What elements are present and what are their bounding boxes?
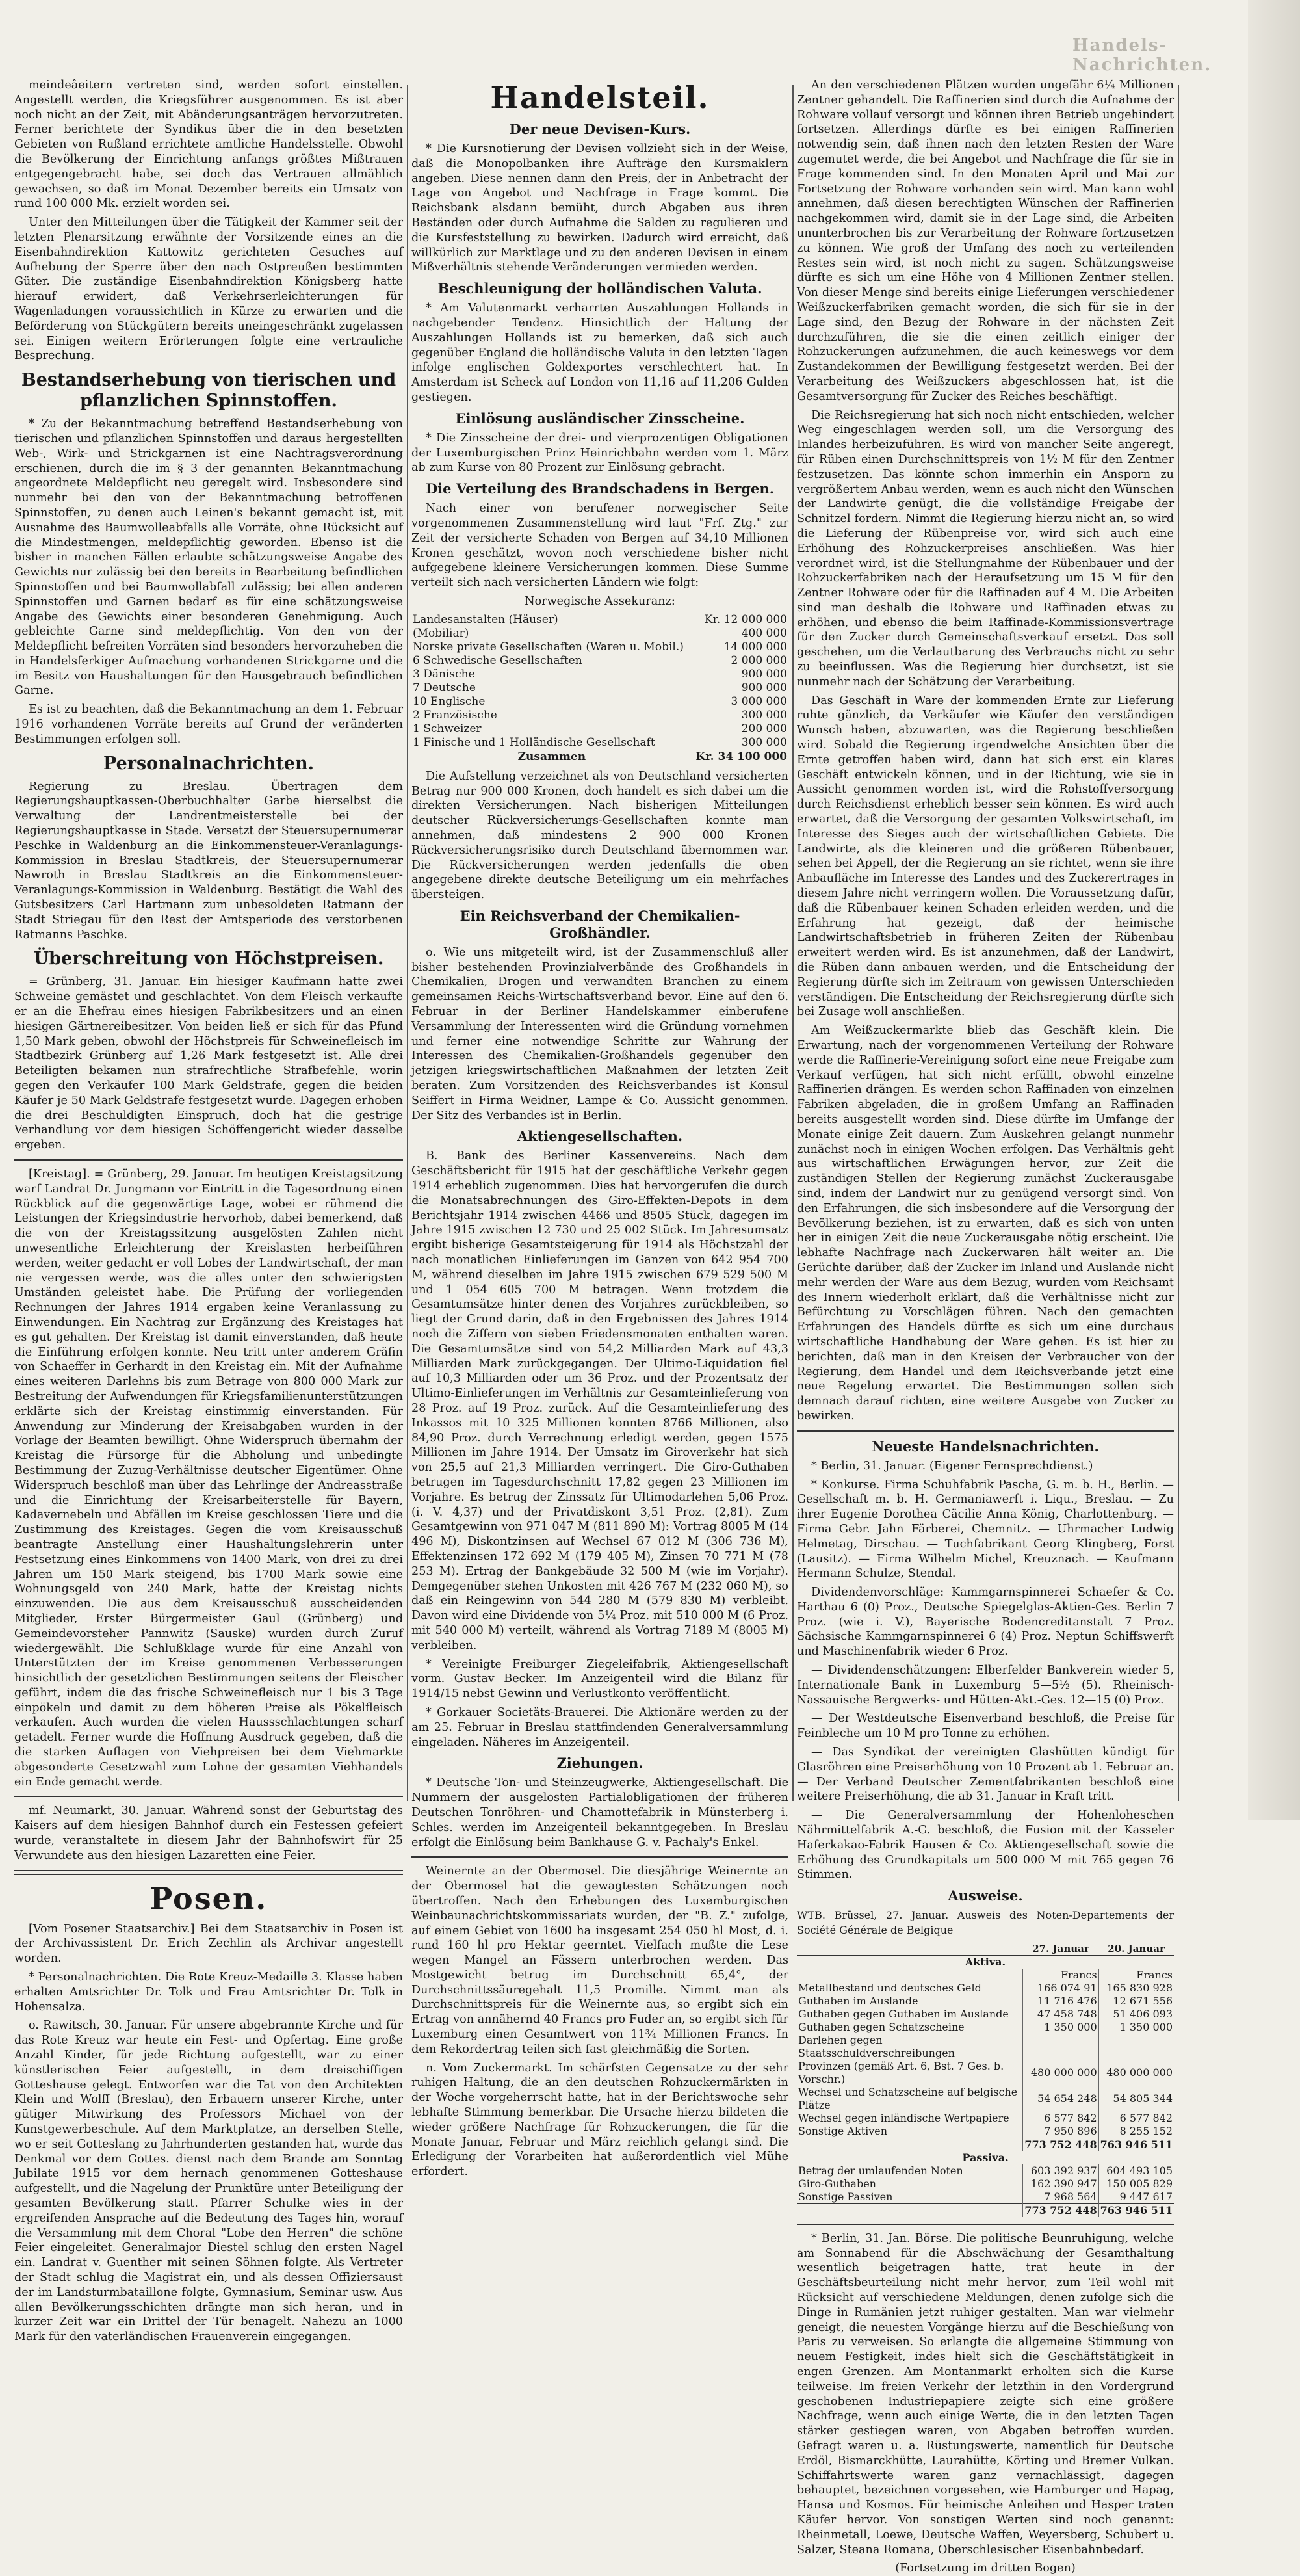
table-row — [411, 709, 788, 722]
paragraph: Unter den Mitteilungen über die Tätigkeit der Kammer seit der letzten Plenarsitzung erwähnte der Vorsitzende eines an die Eisenbahndirektion Kattowitz gerichteten Gesuches auf Aufhebung der Sperre über den nach Ostpreußen bestimmten Güter. Die zuständige Eisenbahndirektion Königsberg hatte hierauf erwidert, daß Verkehrserleichterungen für Wagenladungen voraussichtlich in Kürze zu erwarten und die Beförderung von Stückgütern bereits uneingeschränkt zugelassen sei. Einigen weitern Erörterungen folgte eine vertrauliche Besprechung. — [14, 216, 403, 363]
paragraph: [Kreistag]. = Grünberg, 29. Januar. Im heutigen Kreistagsitzung warf Landrat Dr. Jungmann vor Eintritt in die Tagesordnung einen Rückblick auf die gegenwärtige Lage, wobei er rühmend die Leistungen der Kriegsindustrie hervorhob, dabei bemerkend, daß die von der Kreistagssitzung ausgelösten Zahlen nicht unwesentliche Erleichterung der Kreislasten herbeiführen werden, weiter gedacht er voll Lobes der Landwirtschaft, der man nie vergessen werde, was die alles unter den schwierigsten Umständen geleistet habe. Die Prüfung der vorliegenden Rechnungen der Jahres 1914 ergaben keine Veranlassung zu Einwendungen. Ein Nachtrag zur Ergänzung des Kreistages hat es gut gehalten. Der Kreistag ist damit einverstanden, daß heute die Einführung erfolgen konnte. Neu tritt unter anderem Gräfin von Schaeffer in Gerhardt in den Kreistag ein. Mit der Aufnahme eines weiteren Darlehns bis zum Betrage von 800 000 Mark zur Bestreitung der Aufwendungen für Kriegsfamilienunterstützungen erklärte sich der Kreistag einstimmig einverstanden. Für Anwendung zur Minderung der Kreisabgaben wurden in der Vorlage der Beamten bewilligt. Ohne Widerspruch übernahm der Kreistag die Fürsorge für die Abholung und unbedingte Bestimmung der Zuzug-Verhältnisse deutscher Eigentümer. Ohne Widerspruch beschloß man über das Lehrlinge der Andreasstraße und die Einrichtung der Kreisarbeiterstelle für Bayern, Kadavernebeln und Abfällen im Kreise geschlossen Tiere und die Zustimmung des Kreistages. Gegen die vom Kreisausschuß beantragte Anstellung einer Haushaltungslehrerin unter Festsetzung eines Einkommens von 1400 Mark, von drei zu drei Jahren um 150 Mark steigend, bis 1700 Mark sowie eine Wohnungsgeld von 240 Mark, hatte der Kreistag nichts einzuwenden. Die aus dem Kreisausschuß ausscheidenden Mitglieder, Erster Bürgermeister Gaul (Grünberg) und Gemeindevorsteher Pannwitz (Sauske) wurden durch Zuruf wiedergewählt. Die Schlußklage wurde für eine Anzahl von Unterstützten der im Kreise genommenen Verbesserungen hinsichtlich der gesetzlichen Bestimmungen seitens der Fleischer geführt, indem die das frische Schweinefleisch nur 1 bis 3 Tage einpökeln und damit zu dem höheren Preise als Pökelfleisch verkaufen. Auch wurden die vielen Haussschlachtungen scharf getadelt. Ferner wurde die Hoffnung Ausdruck gegeben, daß die die starken Auflagen von Viehpreisen bei dem Viehmarkte abgesonderte Gesetzwahl zum Lohne der gesamten Viehhandels ein Ende gemacht werde. — [14, 1168, 403, 1789]
table-row — [797, 2086, 1174, 2112]
row-value: 9 447 617 — [1098, 2190, 1174, 2204]
paragraph: * Konkurse. Firma Schuhfabrik Pascha, G. m. b. H., Berlin. — Gesellschaft m. b. H. Germaniawerft i. Liqu., Breslau. — Zu ihrer Eugenie Dorothea Cäcilie Anna König, Charlottenburg. — Firma Gebr. Jahn Färberei, Chemnitz. — Uhrmacher Ludwig Helmetag, Dirschau. — Tuchfabrikant Georg Klingberg, Forst (Lausitz). — Firma Wilhelm Michel, Kreuznach. — Kaufmann Hermann Schulze, Stendal. — [797, 1478, 1174, 1581]
paragraph: * Zu der Bekanntmachung betreffend Bestandserhebung von tierischen und pflanzlichen Spinnstoffen und daraus hergestellten Web-, Wirk- und Strickgarnen ist eine Nachtragsverordnung erschienen, durch die im § 3 der genannten Bekanntmachung angeordnete Meldepflicht neu geregelt wird. Insbesondere sind nunmehr bei den von der Bekanntmachung betroffenen Spinnstoffen, zu denen auch Leinen's bekannt gemacht ist, mit Ausnahme des Baumwolleabfalls alle Vorräte, ohne Rücksicht auf die Mindestmengen, meldepflichtig geworden. Ebenso ist die bisher in manchen Fällen erlaubte schätzungsweise Angabe des Gewichts nur zulässig bei den bereits in Bearbeitung befindlichen Spinnstoffen und bei Baumwollabfall zulässig; bei allen anderen Spinnstoffen und Garnen bedarf es für eine schätzungsweise Angabe des Gewichts einer besonderen Genehmigung. Auch gebleichte Garne sind meldepflichtig. Von den von der Meldepflicht befreiten Vorräten sind besonders hervorzuheben die in Handelsferkiger Aufmachung vorhandenen Strickgarne und die im Besitz von Haushaltungen für den Hausgebrauch befindlichen Garne. — [14, 417, 403, 698]
column-rule — [792, 85, 794, 1801]
divider — [411, 1856, 788, 1858]
row-label: Guthaben im Auslande — [798, 1994, 918, 2007]
row-label: 2 Französische — [413, 708, 497, 722]
divider — [14, 1159, 403, 1161]
table-row — [797, 1995, 1174, 2008]
paragraph: [Vom Posener Staatsarchiv.] Bei dem Staatsarchiv in Posen ist der Archivassistent Dr. Erich Zechlin als Archivar angestellt worden. — [14, 1922, 403, 1965]
row-value: 7 950 896 — [1023, 2125, 1098, 2138]
paragraph: WTB. Brüssel, 27. Januar. Ausweis des Noten-Departements der Société Générale de Belgique — [797, 1909, 1174, 1937]
row-value: 12 671 556 — [1098, 1995, 1174, 2008]
paragraph: Regierung zu Breslau. Übertragen dem Regierungshauptkassen-Oberbuchhalter Garbe hierselbst die Verwaltung der Landrentmeisterstelle bei der Regierungshauptkasse in Stade. Versetzt der Steuersupernumerar Peschke in Waldenburg an die Einkommensteuer-Veranlagungs-Kommission in Breslau Stadtkreis, der Steuersupernumerar Nawroth in Breslau Stadtkreis an die Einkommensteuer-Veranlagungs-Kommission in Waldenburg. Bestätigt die Wahl des Gutsbesitzers Carl Hartmann zum unbesoldeten Ratmann der Stadt Striegau für den Rest der Amtsperiode des verstorbenen Ratmanns Paschke. — [14, 780, 403, 941]
row-value: 900 000 — [741, 667, 787, 681]
paragraph: * Die Kursnotierung der Devisen vollzieht sich in der Weise, daß die Monopolbanken ihre Aufträge den Kursmaklern angeben. Diese nennen dann den Preis, der in Anbetracht der Lage von Angebot und Nachfrage in Frage kommt. Die Reichsbank alsdann bemüht, durch Abgaben aus ihren Beständen oder durch Aufnahme die Salden zu regulieren und die Kursfeststellung zu bewirken. Dadurch wird erreicht, daß willkürlich zur Marktlage und zu den anderen Devisen in einem Mißverhältnis stehende Veränderungen vermieden werden. — [411, 142, 788, 274]
table-sum-row — [797, 2138, 1174, 2151]
paragraph: * Personalnachrichten. Die Rote Kreuz-Medaille 3. Klasse haben erhalten Amtsrichter Dr. Tolk und Frau Amtsrichter Dr. Tolk in Hohensalza. — [14, 1971, 403, 2014]
row-value: 54 805 344 — [1098, 2086, 1174, 2112]
row-label: 1 Schweizer — [413, 722, 482, 735]
sum-value: Kr. 34 100 000 — [692, 750, 788, 764]
headline-neueste-handelsnachrichten: Neueste Handelsnachrichten. — [872, 1438, 1099, 1454]
table-row — [797, 1982, 1174, 1995]
headline-brandschaden-bergen: Die Verteilung des Brandschadens in Bergen. — [425, 480, 775, 497]
headline-aktiengesellschaften: Aktiengesellschaften. — [517, 1128, 683, 1145]
table-row — [411, 695, 788, 709]
row-label: Norske private Gesellschaften (Waren u. Mobil.) — [413, 640, 684, 653]
unit-row — [797, 1969, 1174, 1982]
ausweis-table — [797, 1942, 1174, 2217]
paragraph: — Die Generalversammlung der Hohenloheschen Nährmittelfabrik A.-G. beschloß, die Fusion mit der Kasseler Haferkakao-Fabrik Hausen & Co. Aktiengesellschaft sowie die Erhöhung des Grundkapitals um 500 000 M mit 765 gegen 76 Stimmen. — [797, 1809, 1174, 1882]
row-label: Wechsel und Schatzscheine auf belgische Plätze — [798, 2085, 1018, 2111]
row-value: 11 716 476 — [1023, 1995, 1098, 2008]
row-value: 165 830 928 — [1098, 1982, 1174, 1995]
section-label: Aktiva. — [965, 1955, 1006, 1968]
sum-label: Zusammen — [411, 750, 692, 764]
paragraph: * Die Zinsscheine der drei- und vierprozentigen Obligationen der Luxemburgischen Prinz Heinrichbahn werden vom 1. März ab zum Kurse von 80 Prozent zur Einlösung gebracht. — [411, 431, 788, 475]
row-value: 603 392 937 — [1023, 2164, 1098, 2177]
section-title-handelsteil: Handelsteil. — [490, 80, 710, 115]
row-label: Sonstige Aktiven — [798, 2124, 888, 2137]
faded-header-text: Handels-Nachrichten. — [1072, 36, 1212, 75]
row-label: 1 Finische und 1 Holländische Gesellschaft — [413, 735, 655, 749]
table-sum-row — [411, 750, 788, 764]
headline-personalnachrichten: Personalnachrichten. — [103, 753, 314, 774]
table-row — [797, 2060, 1174, 2086]
paragraph: Am Weißzuckermarkte blieb das Geschäft klein. Die Erwartung, nach der vorgenommenen Verteilung der Rohware werde die Raffinerie-Vereinigung sofort eine neue Freigabe zum Verkauf verfügen, hat sich nicht erfüllt, obwohl einzelne Raffinerien drängen. Es werden schon Raffinaden von einzelnen Fabriken abgeladen, die in großem Umfang an Raffinaden bereits ausgestellt worden sind. Diese dürfte im Umfange der Monate einige Zeit dauern. Zum Auskehren gelangt nunmehr zunächst noch in einigen Wochen erfolgen. Das Verhältnis geht aus wirtschaftlichen Erwägungen hervor, zur Zeit die zuständigen Stellen der Regierung zunächst Zuckerausgabe sind, indem der Landwirt nur zu genügend versorgt sind. Von den Erfahrungen, die sich insbesondere auf die Versorgung der Bevölkerung beziehen, ist zu erwarten, daß es sich von unten her in einigen Zeit die neue Zuckerausgabe nötig erscheint. Die lebhafte Nachfrage nach Zuckerwaren hält weiter an. Die Gerüchte darüber, daß der Zucker im Inland und Auslande nicht mehr werden der Ware aus dem Bezug, wurden vom Reichsamt des Innern wiederholt erklärt, daß die Verhältnisse nicht zur Befürchtung zu Vorschlägen führen. Nach den gemachten Erfahrungen des Handels dürfte es sich um eine durchaus wirtschaftliche Handhabung der Ware gehen. Es ist hier zu berichten, daß man in den Kreisen der Verbraucher von der Regierung, dem Handel und dem Reichsverbande jetzt eine neue Regelung erwartet. Die Bestimmungen sollen sich demnach darauf richten, eine weitere Ausgabe von Zucker zu bewirken. — [797, 1024, 1174, 1423]
unit-label: Francs — [1098, 1969, 1174, 1982]
headline-hollaendische-valuta: Beschleunigung der holländischen Valuta. — [437, 280, 762, 297]
row-value: 400 000 — [741, 626, 787, 640]
row-value: 300 000 — [741, 708, 787, 722]
column-rule — [1178, 85, 1179, 1801]
table-row — [797, 2164, 1174, 2177]
paragraph: * Deutsche Ton- und Steinzeugwerke, Aktiengesellschaft. Die Nummern der ausgelosten Partialobligationen der früheren Deutschen Tonröhren- und Chamottefabrik in Münsterberg i. Schles. werden im Anzeigenteil bekanntgegeben. In Breslau erfolgt die Einlösung beim Bankhause G. v. Pachaly's Enkel. — [411, 1776, 788, 1849]
headline-bestandserhebung: Bestandserhebung von tierischen und pflanzlichen Spinnstoffen. — [21, 370, 396, 412]
paragraph: = Grünberg, 31. Januar. Ein hiesiger Kaufmann hatte zwei Schweine gemästet und geschlachtet. Von dem Fleisch verkaufte er an die Ehefrau eines hiesigen Fabrikbesitzers und an einen hiesigen Gärtnereibesitzer. Von beiden ließ er sich für das Pfund 1,50 Mark geben, obwohl der Höchstpreis für Schweinefleisch im Stadtbezirk Grünberg auf 1,26 Mark festgesetzt ist. Alle drei Beteiligten bekamen nun strafrechtliche Strafbefehle, worin gegen den Verkäufer 100 Mark Geldstrafe, gegen die beiden Käufer je 50 Mark Geldstrafe festgesetzt wurde. Dagegen erhoben die drei Beschuldigten Einspruch, doch hat die gestrige Verhandlung vor dem hiesigen Schöffengericht wieder dasselbe ergeben. — [14, 975, 403, 1152]
paragraph: Nach einer von berufener norwegischer Seite vorgenommenen Zusammenstellung wird laut "Frf. Ztg." zur Zeit der versicherte Schaden von Bergen auf 34,10 Millionen Kronen geschätzt, wovon noch verschiedene bisher nicht aufgegebene kleinere Versicherungen kommen. Diese Summe verteilt sich nach versicherten Ländern wie folgt: — [411, 502, 788, 590]
unit-label: Francs — [1023, 1969, 1098, 1982]
paragraph: — Der Westdeutsche Eisenverband beschloß, die Preise für Feinbleche um 10 M pro Tonne zu erhöhen. — [797, 1712, 1174, 1741]
headline-ziehungen: Ziehungen. — [556, 1755, 644, 1772]
row-label: Guthaben gegen Guthaben im Auslande — [798, 2007, 1009, 2020]
ausweis-col-date-2: 20. Januar — [1098, 1942, 1174, 1956]
table-row — [411, 722, 788, 736]
section-title-posen: Posen. — [150, 1880, 268, 1916]
table-row — [411, 654, 788, 668]
row-value — [1098, 2034, 1174, 2060]
column-rule — [407, 85, 408, 1801]
row-label: (Mobiliar) — [413, 626, 469, 640]
row-value — [1023, 2034, 1098, 2060]
table-row — [411, 681, 788, 695]
sum-value: 763 946 511 — [1098, 2203, 1174, 2217]
headline-zinsscheine: Einlösung ausländischer Zinsscheine. — [455, 410, 745, 427]
paragraph: * Gorkauer Societäts-Brauerei. Die Aktionäre werden zu der am 25. Februar in Breslau stattfindenden Generalversammlung eingeladen. Näheres im Anzeigenteil. — [411, 1705, 788, 1749]
column-2 — [411, 78, 788, 2179]
sum-value: 763 946 511 — [1098, 2138, 1174, 2151]
row-label: Betrag der umlaufenden Noten — [798, 2164, 963, 2177]
paragraph: meindeâeitern vertreten sind, werden sofort einstellen. Angestellt werden, die Kriegsführer ausgenommen. Es ist aber noch nicht an der Zeit, mit Abänderungsanträgen hervorzutreten. Ferner berichtete der Syndikus über die in den besetzten Gebieten von Rußland errichtete amtliche Handelsstelle. Obwohl die Bevölkerung der Einrichtung anfangs größtes Mißtrauen entgegengebracht habe, sei doch das Vertrauen allmählich gewachsen, so daß im Monat Dezember bereits ein Umsatz von rund 100 000 Mk. erzielt worden sei. — [14, 79, 403, 211]
divider — [797, 1430, 1174, 1432]
row-value: 6 577 842 — [1023, 2112, 1098, 2125]
double-divider — [14, 1870, 403, 1875]
table-title: Norwegische Assekuranz: — [525, 594, 675, 608]
row-label: 7 Deutsche — [413, 681, 476, 694]
headline-devisen: Der neue Devisen-Kurs. — [509, 121, 691, 137]
paragraph: Es ist zu beachten, daß die Bekanntmachung an dem 1. Februar 1916 vorhandenen Vorräte bereits auf Grund der veränderten Bestimmungen erfolgen soll. — [14, 703, 403, 746]
row-value: 1 350 000 — [1023, 2021, 1098, 2034]
table-row — [797, 2034, 1174, 2060]
table-row — [411, 627, 788, 640]
table-row — [797, 2112, 1174, 2125]
table-row — [411, 736, 788, 750]
headline-chemikalien: Ein Reichsverband der Chemikalien-Großhändler. — [460, 907, 740, 941]
row-label: Wechsel gegen inländische Wertpapiere — [798, 2111, 1009, 2124]
row-value: 900 000 — [741, 681, 787, 694]
paragraph: Weinernte an der Obermosel. Die diesjährige Weinernte an der Obermosel hat die gewagtesten Schätzungen noch übertroffen. Nach den Erhebungen des Luxemburgischen Weinbaunachrichtskommissariats wurden, der "B. Z." zufolge, auf einem Gebiet von 1600 ha insgesamt 254 050 hl Most, d. i. rund 160 hl pro Hektar geerntet. Vielfach mußte die Lese wegen Mangel an Fässern unterbrochen werden. Das Mostgewicht betrug im Durchschnitt 65,4°, der Durchschnittssäuregehalt 11,5 Promille. Nimmt man als Durchschnittspreis für die Weinernte aus, so ergibt sich ein Ertrag von annähernd 40 Francs pro Fuder an, so ergibt sich für Luxemburg einen Gesamtwert von 11¾ Millionen Francs. In dem Rekordertrag teilen sich fast gleichmäßig die Sorten. — [411, 1865, 788, 2056]
row-value: 300 000 — [741, 735, 787, 749]
paragraph: o. Wie uns mitgeteilt wird, ist der Zusammenschluß aller bisher bestehenden Provinzialverbände des Großhandels in Chemikalien, Drogen und verwandten Branchen zu einem gemeinsamen Reichs-Wirtschaftsverband bevor. Eine auf den 6. Februar in der Berliner Handelskammer einberufene Versammlung der Interessenten wird die Gründung vornehmen und ferner eine notwendige Schritte zur Wahrung der Interessen des Chemikalien-Großhandels gegenüber den jetzigen kriegswirtschaftlichen Maßnahmen der letzten Zeit beraten. Zum Vorsitzenden des Reichsverbandes ist Konsul Seiffert in Firma Weidner, Lampe & Co. Aussicht genommen. Der Sitz des Verbandes ist in Berlin. — [411, 945, 788, 1122]
insurance-table — [411, 613, 788, 764]
row-label: Darlehen gegen Staatsschuldverschreibungen — [798, 2033, 955, 2059]
row-label: Sonstige Passiven — [798, 2190, 893, 2203]
row-value: 6 577 842 — [1098, 2112, 1174, 2125]
paragraph: mf. Neumarkt, 30. Januar. Während sonst der Geburtstag des Kaisers auf dem hiesigen Bahnhof durch ein Festessen gefeiert wurde, veranstaltete in diesem Jahr der Bahnhofswirt für 25 Verwundete aus den hiesigen Lazaretten eine Feier. — [14, 1804, 403, 1862]
row-value: 7 968 564 — [1023, 2190, 1098, 2204]
column-3 — [797, 78, 1174, 2575]
row-label: Landesanstalten (Häuser) — [413, 612, 558, 626]
page-edge-shadow — [1248, 0, 1300, 1820]
row-value: 47 458 748 — [1023, 2008, 1098, 2021]
row-label: Metallbestand und deutsches Geld — [798, 1981, 982, 1994]
row-value: 162 390 947 — [1023, 2177, 1098, 2190]
table-sum-row — [797, 2203, 1174, 2217]
paragraph: * Am Valutenmarkt verharrten Auszahlungen Hollands in nachgebender Tendenz. Hinsichtlich der Haltung der Auszahlungen Hollands ist zu bemerken, daß sich auch gegenüber England die holländische Valuta in den letzten Tagen infolge englischen Goldexportes verschlechtert hat. In Amsterdam ist Scheck auf London von 11,16 auf 11,206 Gulden gestiegen. — [411, 302, 788, 404]
paragraph: Dividendenvorschläge: Kammgarnspinnerei Schaefer & Co. Harthau 6 (0) Proz., Deutsche Spiegelglas-Aktien-Ges. Berlin 7 Proz. (wie i. V.), Bayerische Bodencreditanstalt 7 Proz. Sächsische Kammgarnspinnerei 6 (4) Proz. Neptun Schiffswerft und Maschinenfabrik wieder 6 Proz. — [797, 1586, 1174, 1659]
table-row — [411, 613, 788, 627]
paragraph: o. Rawitsch, 30. Januar. Für unsere abgebrannte Kirche und für das Rote Kreuz war heute ein Fest- und Opfertag. Eine große Anzahl Kinder, für jede Richtung aufgestellt, war zu einer künstlerischen Feier aufgestellt, in dem dreischiffigen Gotteshause gelegt. Entworfen war die Tat von den Architekten Klein und Wolff (Breslau), den Erbauern unserer Kirche, unter gütiger Mitwirkung des Professors Michael von der Kunstgewerbeschule. Auf dem Marktplatze, an derselben Stelle, wo er seit Gotteslang zu Jahrhunderten gestanden hat, wurde das Denkmal vor dem Gottes. dienst nach dem Brande am Sonntag Jubilate 1915 vor dem hernach genommenen Gotteshause aufgestellt, und die Nagelung der Prunktüre unter Beteiligung der gesamten Bevölkerung statt. Pfarrer Schulke wies in der ergreifenden Ansprache auf die Bedeutung des Tages hin, worauf die Versammlung mit dem Choral "Lobe den Herren" die schöne Feier eingeleitet. Generalmajor Diestel schlug den ersten Nagel ein. Landrat v. Guenther mit seinen Söhnen folgte. Als Vertreter der Stadt schlug die Magistrat ein, und als dessen Offiziersaust der im Landsturmbataillone folgte, Gymnasium, Seminar usw. Aus allen Bevölkerungsschichten drängte man sich heran, und in kurzer Zeit war ein Drittel der Tür benagelt. Nahezu an 1000 Mark für den vaterländischen Frauenverein eingegangen. — [14, 2019, 403, 2344]
table-row — [411, 668, 788, 681]
empty-cell — [797, 1969, 1023, 1982]
section-row — [797, 1955, 1174, 1969]
row-value: 480 000 000 — [1023, 2060, 1098, 2086]
table-row — [411, 640, 788, 654]
ausweis-col-label — [797, 1942, 1023, 1956]
row-value: 480 000 000 — [1098, 2060, 1174, 2086]
table-row — [797, 2021, 1174, 2034]
row-label: 10 Englische — [413, 694, 486, 708]
row-value: 166 074 91 — [1023, 1982, 1098, 1995]
row-value: 3 000 000 — [731, 694, 787, 708]
paragraph: * Berlin, 31. Januar. (Eigener Fernsprechdienst.) — [811, 1459, 1093, 1473]
ausweis-col-date-1: 27. Januar — [1023, 1942, 1098, 1956]
table-row — [797, 2008, 1174, 2021]
paragraph: Die Aufstellung verzeichnet als von Deutschland versicherten Betrag nur 900 000 Kronen, doch handelt es sich dabei um die direkten Versicherungen. Nach bisherigen Mitteilungen deutscher Rückversicherungs-Gesellschaften konnte man annehmen, daß mindestens 2 900 000 Kronen Rückversicherungsrisiko durch Deutschland übernommen war. Die Rückversicherungen werden jedenfalls die oben angegebene direkte deutsche Beteiligung um ein mehrfaches übersteigen. — [411, 769, 788, 902]
row-value: 14 000 000 — [723, 640, 787, 653]
row-value: 8 255 152 — [1098, 2125, 1174, 2138]
sum-value: 773 752 448 — [1023, 2138, 1098, 2151]
row-value: 1 350 000 — [1098, 2021, 1174, 2034]
paragraph: Die Reichsregierung hat sich noch nicht entschieden, welcher Weg eingeschlagen werden soll, um die Versorgung des Inlandes herbeizuführen. Es wird von mancher Seite angeregt, für Rüben einen Durchschnittspreis von 1½ M für den Zentner festzusetzen. Das könnte schon immerhin ein Ansporn zu vergrößertem Anbau werden, wenn es auch nicht den Wünschen der Landwirte genügt, die die vollständige Freigabe der Schnitzel fordern. Nimmt die Regierung hierzu nicht an, so wird die Lieferung der Rübenpreise vor, wird sich auch eine Erhöhung des Rohzuckerpreises anschließen. Was hier verordnet wird, ist die Stellungnahme der Rübenbauer und der Rohzuckerfabriken nach der Heraufsetzung um 15 M für den Zentner Rohware oder für die Raffinaden auf 4 M. Die Arbeiten sind man deshalb die Rohware und Raffinaden etwas zu erhöhen, und ebenso die beim Raffinade-Kommissionsvertrage für den Zucker durch Gemeinschaftsverkauf ersetzt. Das soll geschehen, um die Verlautbarung des Verbrauchs nicht zu sehr zu beeinflussen. Was die Regierung hier durchsetzt, ist sie nunmehr nach der Schätzung der Verarbeitung. — [797, 408, 1174, 689]
empty-cell — [797, 2138, 1023, 2151]
divider — [14, 1796, 403, 1797]
row-value: 2 000 000 — [731, 653, 787, 667]
row-label: Provinzen (gemäß Art. 6, Bst. 7 Ges. b. Vorschr.) — [798, 2059, 1004, 2085]
row-label: Giro-Guthaben — [798, 2177, 876, 2190]
headline-ausweise: Ausweise. — [948, 1887, 1023, 1904]
headline-hoechstpreise: Überschreitung von Höchstpreisen. — [33, 949, 384, 969]
row-value: 200 000 — [741, 722, 787, 735]
paragraph: — Das Syndikat der vereinigten Glashütten kündigt für Glasröhren eine Preiserhöhung von 10 Prozent ab 1. Februar an. — Der Verband Deutscher Zementfabrikanten beschloß eine weitere Preiserhöhung, die ab 31. Januar in Kraft tritt. — [797, 1746, 1174, 1804]
row-label: 3 Dänische — [413, 667, 475, 681]
paragraph: * Vereinigte Freiburger Ziegeleifabrik, Aktiengesellschaft vorm. Gustav Becker. Im Anzeigenteil wird die Bilanz für 1914/15 nebst Gewinn und Verlustkonto veröffentlicht. — [411, 1657, 788, 1701]
divider — [797, 2224, 1174, 2225]
column-1 — [14, 78, 403, 2344]
row-value: 54 654 248 — [1023, 2086, 1098, 2112]
table-row — [797, 2177, 1174, 2190]
paragraph: B. Bank des Berliner Kassenvereins. Nach dem Geschäftsbericht für 1915 hat der geschäftliche Verkehr gegen 1914 erheblich zugenommen. Dies hat hervorgerufen die durch die Monatsabrechnungen des Giro-Effekten-Depots in dem Berichtsjahr 1914 zwischen 4466 und 8505 Stück, dagegen im Jahre 1915 zwischen 12 730 und 25 002 Stück. Im Jahresumsatz ergibt bisherige Gesamtsteigerung für 1914 als Höchstzahl der nach monatlichen Einlieferungen im Ganzen von 642 954 700 M, während dieselben im Jahre 1915 zwischen 679 529 500 M und 1 054 605 700 M betragen. Wenn trotzdem die Gesamtumsätze hinter denen des Vorjahres zurückbleiben, so liegt der Grund darin, daß in den Ergebnissen des Jahres 1914 noch die Ziffern von sieben Friedensmonaten enthalten waren. Die Gesamtumsätze sind von 54,2 Milliarden Mark auf 43,3 Milliarden Mark zurückgegangen. Der Ultimo-Liquidation fiel auf 10,3 Milliarden oder um 36 Proz. und der Prozentsatz der Ultimo-Einlieferungen im Verhältnis zur Gesamteinlieferung von 28 Proz. auf 19 Proz. zurück. Auf die Gesamteinlieferung des Inkassos mit 10 325 Millionen konnten 8766 Millionen, also 84,90 Proz. durch Verrechnung erledigt werden, gegen 1575 Millionen im Jahre 1914. Der Umsatz im Giroverkehr hat sich von 25,5 auf 21,3 Milliarden verringert. Die Giro-Guthaben betrugen im Tagesdurchschnitt 17,82 gegen 23 Millionen im Vorjahre. Es betrug der Zinssatz für Ultimodarlehen 5,06 Proz. (i. V. 4,37) und der Privatdiskont 3,51 Proz. (2,81). Zum Gesamtgewinn von 971 047 M (811 890 M): Vortrag 8005 M (14 496 M), Diskontzinsen auf Wechsel 67 012 M (306 736 M), Effektenzinsen 172 692 M (179 405 M), Zinsen 70 771 M (78 253 M). Ertrag der Bankgebäude 32 500 M (wie im Vorjahr). Demgegenüber stehen Unkosten mit 426 767 M (232 060 M), so daß ein Reingewinn von 544 280 M (579 830 M) verbleibt. Davon wird eine Dividende von 5¼ Proz. mit 510 000 M (6 Proz. mit 540 000 M) verteilt, während als Vortrag 7189 M (8005 M) verbleiben. — [411, 1150, 788, 1652]
row-value: 150 005 829 — [1098, 2177, 1174, 2190]
section-row — [797, 2151, 1174, 2164]
row-value: 51 406 093 — [1098, 2008, 1174, 2021]
row-value: Kr. 12 000 000 — [704, 612, 787, 626]
sum-value: 773 752 448 — [1023, 2203, 1098, 2217]
paragraph: Das Geschäft in Ware der kommenden Ernte zur Lieferung ruhte gänzlich, da Verkäufer wie Käufer den verständigen Wunsch haben, abzuwarten, was die Regierung beschließen wird. Sobald die Regierung irgendwelche Ansichten über die Ernte getroffen haben wird, dann hat sich erst ein klares Geschäft entwickeln können, und in der Richtung, wie sie in Aussicht genommen worden ist, wird die Rohstoffversorgung durch Reichsdienst erheblich besser sein können. Es wird auch erwartet, daß die Versorgung der gesamten Volkswirtschaft, im Interesse des Sieges auch der wirtschaftlichen Gebiete. Die Landwirte, als die kleineren und die größeren Rübenbauer, sehen bei Appell, der die Regierung an sie richtet, wenn sie ihre Anbaufläche im Interesse des Landes und des Zuckerertrages in diesem Jahre nicht verringern wollen. Die Voraussetzung dafür, daß die Rübenbauer keinen Schaden erleiden werden, und die Erfahrung hat gezeigt, daß der heimische Landwirtschaftsbetrieb in früheren Zeiten der Rübenbau erweitert werden wird. Es ist anzunehmen, daß der Landwirt, die Rüben dann anbauen werden, und die Entscheidung der Regierung dürfte sich im Zeitraum von gewissen Unterschieden verständigen. Die Entscheidung der Reichsregierung dürfte sich bei Zusage woll anschließen. — [797, 694, 1174, 1019]
section-label: Passiva. — [962, 2151, 1009, 2164]
empty-cell — [797, 2203, 1023, 2217]
paragraph: An den verschiedenen Plätzen wurden ungefähr 6¼ Millionen Zentner gehandelt. Die Raffinerien sind durch die Aufnahme der Rohware vollauf versorgt und können ihren Betrieb ungehindert fortsetzen. Allerdings dürfte es bei einigen Raffinerien notwendig sein, daß ihnen nach den letzten Resten der Ware zugemutet werde, die bei Angebot und Nachfrage die für sie in Frage kommenden sind. In den Monaten April und Mai zur Fortsetzung der Rohware vorhanden sein wird. Man kann wohl annehmen, daß diesen berechtigten Wünschen der Raffinerien nachgekommen wird, damit sie in der Lage sind, die Arbeiten ununterbrochen bis zur Verarbeitung der Rohware fortzusetzen zu können. Wie groß der Umfang des noch zu verteilenden Restes sein wird, ist noch nicht zu sagen. Schätzungsweise dürfte es sich um eine Höhe von 4 Millionen Zentner stellen. Von dieser Menge sind bereits einige Lieferungen verschiedener Weißzuckerfabriken gemacht worden, die sich für sie in der Lage sind, den Bezug der Rohware in der nächsten Zeit durchzuführen, die sie die einen zeitlich einiger der Rohzuckerungen aufzunehmen, die auch keineswegs vor dem Zustandekommen der Bewilligung festgesetzt werden. Bei der Verarbeitung des Weißzuckers abgeschlossen hat, ist die Gesamtversorgung für Zucker des Reiches beschäftigt. — [797, 79, 1174, 403]
row-label: 6 Schwedische Gesellschaften — [413, 653, 582, 667]
continuation-note: (Fortsetzung im dritten Bogen) — [895, 2562, 1076, 2575]
paragraph: — Dividendenschätzungen: Elberfelder Bankverein wieder 5, Internationale Bank in Luxemburg 5—5½ (5). Rheinisch-Nassauische Bergwerks- und Hütten-Akt.-Ges. 12—15 (0) Proz. — [797, 1664, 1174, 1707]
row-value: 604 493 105 — [1098, 2164, 1174, 2177]
row-label: Guthaben gegen Schatzscheine — [798, 2020, 965, 2033]
paragraph: * Berlin, 31. Jan. Börse. Die politische Beunruhigung, welche am Sonnabend für die Abschwächung der Gesamthaltung wesentlich beigetragen hatte, trat heute in der Geschäftsbeurteilung nicht mehr hervor, zum Teil wohl mit Rücksicht auf verschiedene Meldungen, denen zufolge sich die Dinge in Rumänien jetzt ruhiger gestalten. Man war vielmehr geneigt, die neuesten Vorgänge hierzu auf die Beschießung von Paris zu verweisen. So erlangte die allgemeine Stimmung von neuem Festigkeit, indes hielt sich die Geschäftstätigkeit in engen Grenzen. Am Montanmarkt erholten sich die Kurse teilweise. Im freien Verkehr der letzthin in den Vordergrund geschobenen Industriepapiere zeigte sich eine größere Nachfrage, wenn auch einige Werte, die in den letzten Tagen stärker gestiegen waren, von Abgaben betroffen wurden. Gefragt waren u. a. Rüstungswerte, namentlich für Deutsche Erdöl, Bismarckhütte, Laurahütte, Körting und Bremer Vulkan. Schiffahrtswerte waren ganz vernachlässigt, dagegen behauptet, bezeichnen vorgesehen, wie Hamburger und Hapag, Hansa und Kosmos. Für heimische Anleihen und Hasper traten Käufer hervor. Von sonstigen Werten sind noch genannt: Rheinmetall, Loewe, Deutsche Waffen, Weyersberg, Schubert u. Salzer, Steana Romana, Oberschlesischer Eisenbahnbedarf. — [797, 2231, 1174, 2556]
table-row — [797, 2125, 1174, 2138]
paragraph: n. Vom Zuckermarkt. Im schärfsten Gegensatze zu der sehr ruhigen Haltung, die an den deutschen Rohzuckermärkten in der Woche vorgeherrscht hatte, hat in der Berichtswoche sehr lebhafte Stimmung bemerkbar. Die Ursache hierzu bildeten die wieder größere Nachfrage für Rohzuckerungen, die für die Monate Januar, Februar und März reichlich gelangt sind. Die Erledigung der Vorarbeiten hat außerordentlich viel Mühe erfordert. — [411, 2061, 788, 2179]
table-row — [797, 2190, 1174, 2204]
